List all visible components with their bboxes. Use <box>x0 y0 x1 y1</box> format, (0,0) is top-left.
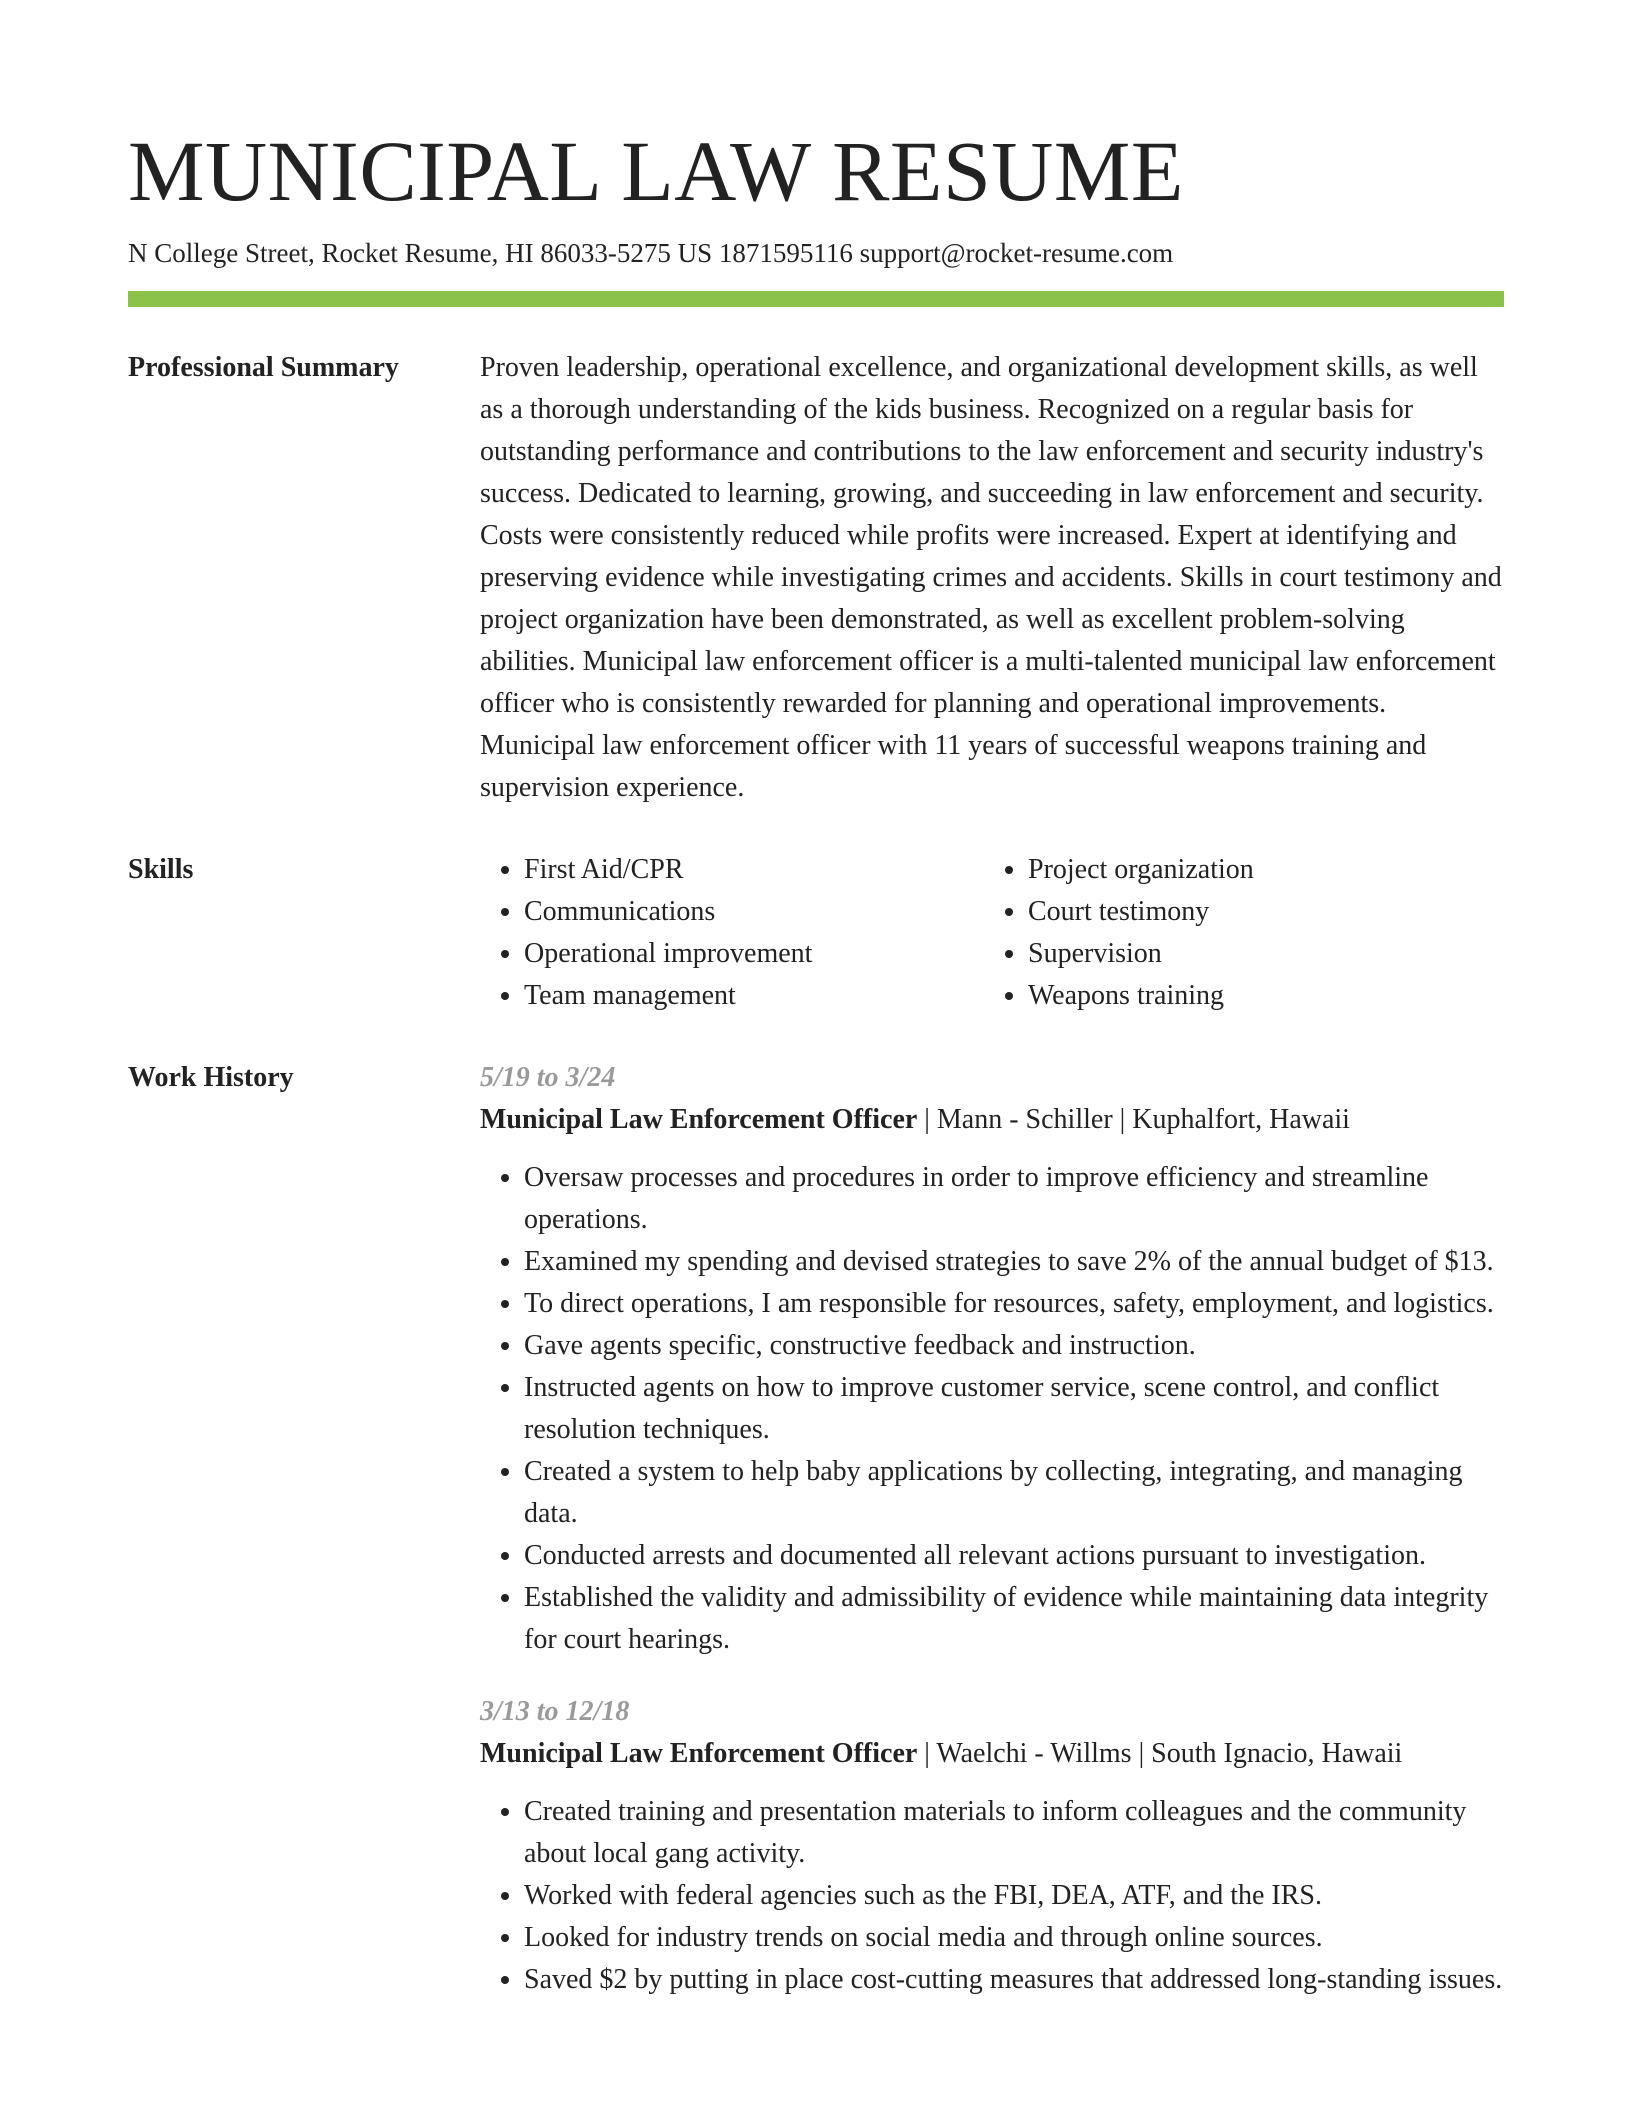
accent-divider <box>128 291 1504 307</box>
job-bullet: • Created training and presentation materials to inform colleagues and the community about local gang activity. <box>524 1791 1504 1875</box>
job-bullet: • Oversaw processes and procedures in order to improve efficiency and streamline operations. <box>524 1157 1504 1241</box>
resume-header <box>128 0 1504 307</box>
skill-item: • Team management <box>524 975 984 1017</box>
work-history-heading: Work History <box>128 1062 294 1093</box>
job-title-line <box>480 1733 1504 1775</box>
skill-item: • Project organization <box>1028 849 1488 891</box>
job-bullet: • Worked with federal agencies such as the FBI, DEA, ATF, and the IRS. <box>524 1875 1504 1917</box>
skill-item: • First Aid/CPR <box>524 849 984 891</box>
contact-info: N College Street, Rocket Resume, HI 86033-5275 US 1871595116 support@rocket-resume.com <box>128 238 1174 268</box>
job-title: Municipal Law Enforcement Officer <box>480 1104 918 1135</box>
skills-grid <box>480 849 1504 1017</box>
summary-section <box>128 347 1504 809</box>
job-title: Municipal Law Enforcement Officer <box>480 1738 918 1769</box>
job-details: | Mann - Schiller | Kuphalfort, Hawaii <box>917 1104 1350 1135</box>
job-bullet: • To direct operations, I am responsible for resources, safety, employment, and logistics. <box>524 1283 1504 1325</box>
job-bullet: • Conducted arrests and documented all relevant actions pursuant to investigation. <box>524 1535 1504 1577</box>
job-entry <box>480 1057 1504 1661</box>
skills-column-left <box>480 849 984 1017</box>
job-bullet: • Created a system to help baby applications by collecting, integrating, and managing data. <box>524 1451 1504 1535</box>
job-details: | Waelchi - Willms | South Ignacio, Hawaii <box>917 1738 1403 1769</box>
job-bullet: • Saved $2 by putting in place cost-cutting measures that addressed long-standing issues. <box>524 1959 1504 2001</box>
job-bullet: • Instructed agents on how to improve customer service, scene control, and conflict resolution techniques. <box>524 1367 1504 1451</box>
work-history-body <box>480 1057 1504 2031</box>
skill-item: • Operational improvement <box>524 933 984 975</box>
summary-heading: Professional Summary <box>128 352 399 383</box>
skill-item: • Communications <box>524 891 984 933</box>
job-bullet: • Gave agents specific, constructive feedback and instruction. <box>524 1325 1504 1367</box>
job-bullet: • Examined my spending and devised strategies to save 2% of the annual budget of $13. <box>524 1241 1504 1283</box>
skill-item: • Court testimony <box>1028 891 1488 933</box>
skill-item: • Weapons training <box>1028 975 1488 1017</box>
job-bullets <box>480 1157 1504 1661</box>
skills-heading: Skills <box>128 854 194 885</box>
job-bullet: • Established the validity and admissibility of evidence while maintaining data integrity for court hearings. <box>524 1577 1504 1661</box>
skills-column-right <box>984 849 1488 1017</box>
job-dates: 3/13 to 12/18 <box>480 1696 630 1727</box>
summary-body <box>480 347 1504 809</box>
skill-item: • Supervision <box>1028 933 1488 975</box>
job-bullets <box>480 1791 1504 2001</box>
skills-section <box>128 849 1504 1017</box>
job-title-line <box>480 1099 1504 1141</box>
job-entry <box>480 1691 1504 2001</box>
job-dates: 5/19 to 3/24 <box>480 1062 616 1093</box>
summary-text: Proven leadership, operational excellence, and organizational development skills, as well as a thorough understanding of the kids business. Recognized on a regular basis for outstanding performance and contributions to the law enforcement and security industry's success. Dedicated to learning, growing, and succeeding in law enforcement and security. Costs were consistently reduced while profits were increased. Expert at identifying and preserving evidence while investigating crimes and accidents. Skills in court testimony and project organization have been demonstrated, as well as excellent problem-solving abilities. Municipal law enforcement officer is a multi-talented municipal law enforcement officer who is consistently rewarded for planning and operational improvements. Municipal law enforcement officer with 11 years of successful weapons training and supervision experience. <box>480 352 1502 803</box>
resume-name: MUNICIPAL LAW RESUME <box>128 123 1184 219</box>
work-history-section <box>128 1057 1504 2031</box>
job-bullet: • Looked for industry trends on social media and through online sources. <box>524 1917 1504 1959</box>
